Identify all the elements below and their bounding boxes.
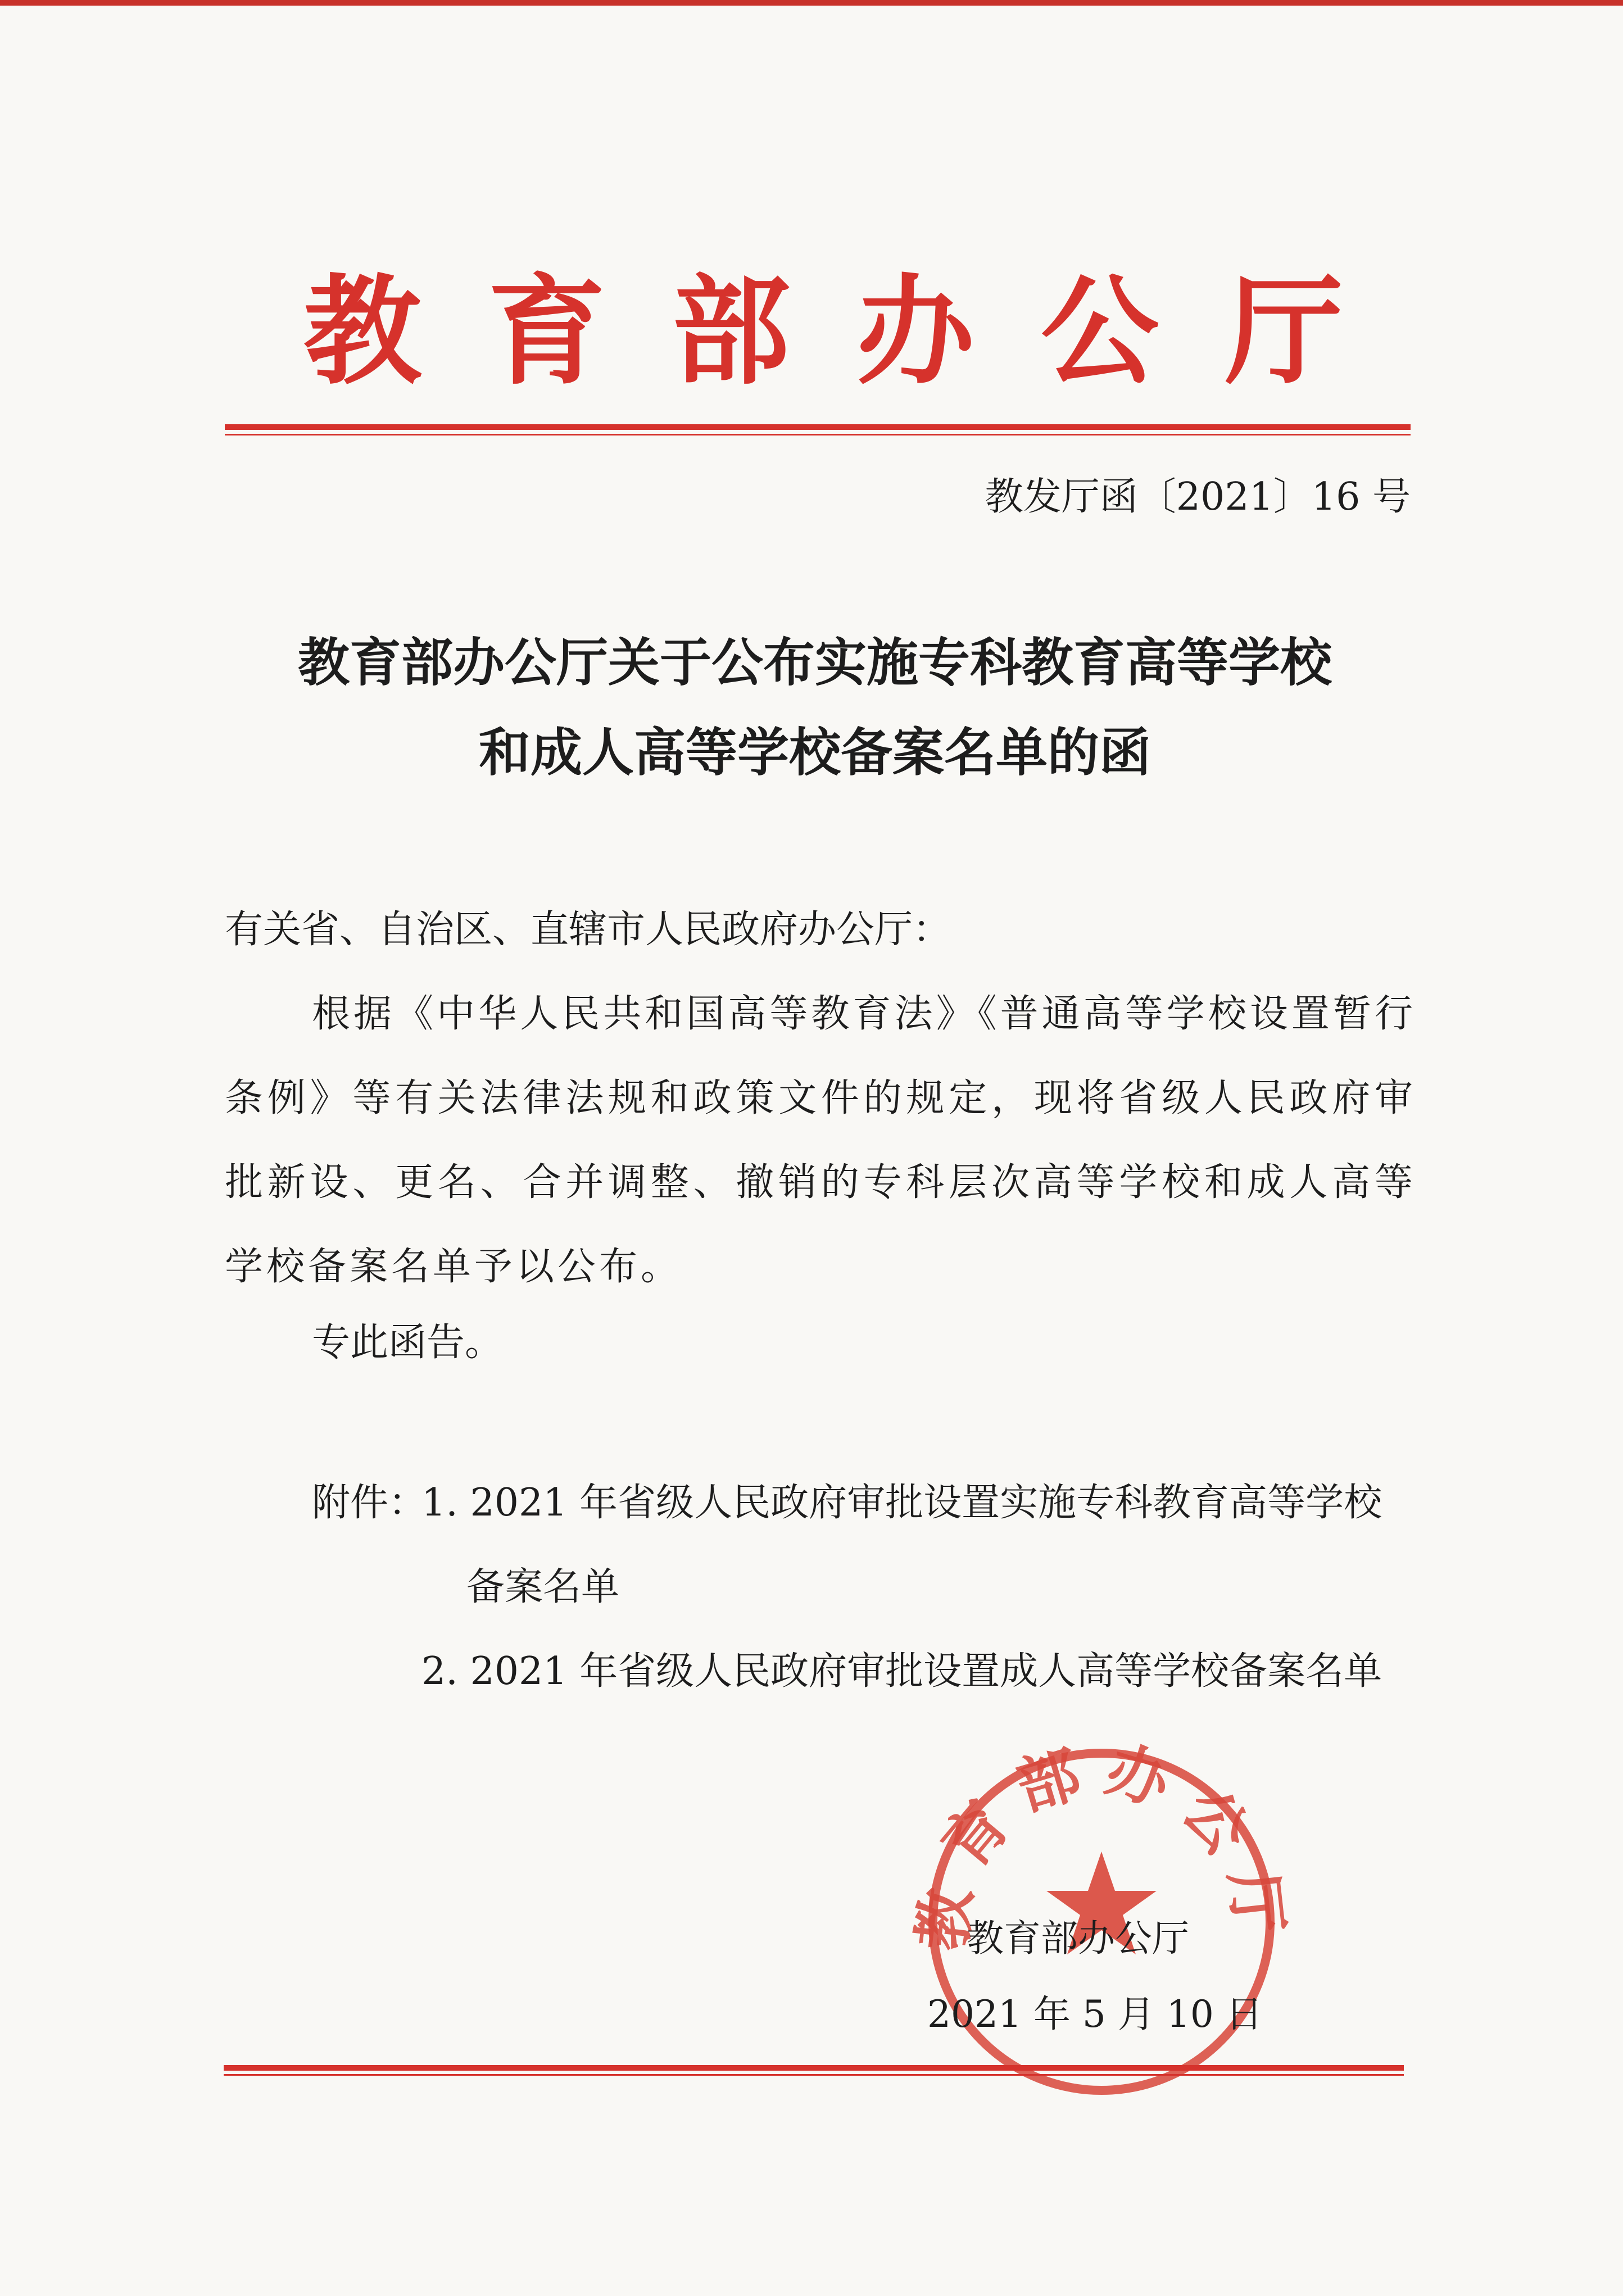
document-page: [0, 6, 1623, 2296]
scan-edge: [0, 0, 1623, 6]
document-title-line1: 教育部办公厅关于公布实施专科教育高等学校: [297, 633, 1332, 693]
signature-date: 2021 年 5 月 10 日: [927, 1993, 1263, 2036]
attachments-label: 附件：: [312, 1481, 427, 1525]
letterhead-banner: 教育部办公厅: [303, 262, 1410, 401]
seal-text: 教育部办公厅: [906, 1732, 1297, 1954]
body-paragraph: 根据《中华人民共和国高等教育法》《普通高等学校设置暂行条例》等有关法律法规和政策文件的规定，现将省级人民政府审批新设、更名、合并调整、撤销的专科层次高等学校和成人高等学校备案名单予以公布。: [225, 992, 1416, 1289]
footer-rule: [224, 2065, 1404, 2071]
letterhead-rule-thin: [225, 434, 1411, 435]
signature-issuer: 教育部办公厅: [967, 1917, 1189, 1960]
footer-rule-thin: [224, 2074, 1404, 2076]
closing-line: 专此函告。: [312, 1321, 504, 1365]
attachment-item-1: 1. 2021 年省级人民政府审批设置实施专科教育高等学校备案名单: [421, 1481, 1382, 1609]
salutation: 有关省、自治区、直辖市人民政府办公厅：: [225, 907, 951, 952]
letterhead-rule: [225, 424, 1411, 430]
attachment-item-2: 2. 2021 年省级人民政府审批设置成人高等学校备案名单: [421, 1649, 1382, 1694]
document-number: 教发厅函〔2021〕16 号: [985, 475, 1411, 519]
document-title-line2: 和成人高等学校备案名单的函: [478, 723, 1151, 783]
